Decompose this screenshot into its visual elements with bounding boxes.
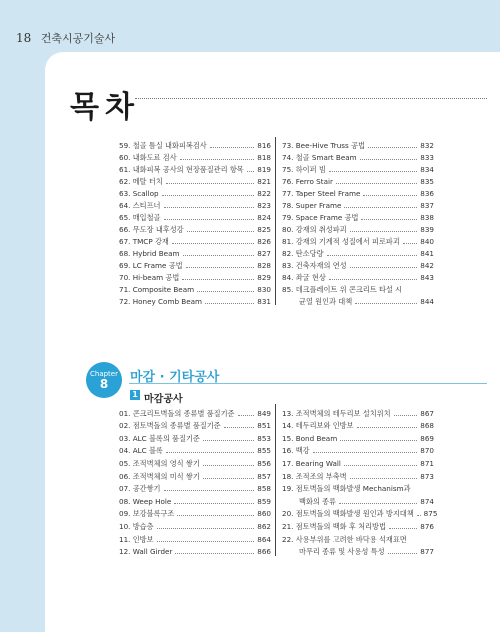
toc-leader-dots bbox=[205, 303, 254, 304]
toc-entry-page: 877 bbox=[420, 547, 434, 557]
chapter-badge bbox=[86, 362, 122, 398]
toc-entry bbox=[282, 531, 434, 544]
toc-entry-title: 마무리 종류 및 사용성 특성 bbox=[299, 547, 385, 557]
toc-leader-dots bbox=[203, 478, 255, 479]
toc-entry-title: 68. Hybrid Beam bbox=[119, 249, 180, 258]
toc-entry-title: 78. Super Frame bbox=[282, 201, 342, 210]
toc-entry-page: 874 bbox=[420, 496, 434, 506]
toc-title: 목차 bbox=[70, 90, 140, 125]
toc-entry-page: 839 bbox=[420, 225, 434, 234]
toc-entry-title: 83. 건축자재의 연성 bbox=[282, 261, 347, 270]
toc-leader-dots bbox=[164, 207, 255, 208]
toc-entry-page: 843 bbox=[420, 273, 434, 282]
toc-entry-title: 08. Weep Hole bbox=[119, 496, 172, 506]
toc-leader-dots bbox=[329, 279, 418, 280]
toc-entry bbox=[282, 443, 434, 456]
toc-entry-page: 858 bbox=[257, 484, 271, 494]
toc-entry bbox=[119, 430, 271, 443]
toc-entry bbox=[282, 506, 438, 519]
toc-entry bbox=[119, 531, 271, 544]
toc-entry bbox=[119, 418, 271, 431]
toc-entry-title: 17. Bearing Wall bbox=[282, 458, 341, 468]
toc-entry bbox=[282, 270, 434, 282]
toc-entry-page: 851 bbox=[257, 421, 271, 431]
toc-entry-page: 830 bbox=[257, 285, 271, 294]
page-number: 18 bbox=[16, 31, 32, 45]
toc-entry-title: 64. 스티프너 bbox=[119, 201, 161, 210]
toc-leader-dots bbox=[355, 303, 417, 304]
toc-leader-dots bbox=[172, 243, 254, 244]
toc-entry-page: 864 bbox=[257, 534, 271, 544]
toc-column-bottom-right bbox=[282, 405, 438, 557]
toc-entry-page: 873 bbox=[420, 471, 434, 481]
toc-leader-dots bbox=[350, 231, 418, 232]
toc-leader-dots bbox=[368, 147, 417, 148]
toc-entry-title: 01. 콘크리트벽돌의 종류별 품질기준 bbox=[119, 408, 235, 418]
toc-entry bbox=[282, 481, 434, 494]
toc-leader-dots bbox=[182, 279, 254, 280]
toc-leader-dots bbox=[174, 503, 254, 504]
toc-leader-dots bbox=[197, 291, 254, 292]
toc-entry-page: 821 bbox=[257, 177, 271, 186]
toc-entry bbox=[119, 258, 271, 270]
toc-entry bbox=[119, 150, 271, 162]
toc-title-rule bbox=[135, 98, 487, 99]
toc-leader-dots bbox=[327, 255, 418, 256]
toc-entry-title: 74. 철골 Smart Beam bbox=[282, 153, 357, 162]
toc-entry-page: 831 bbox=[257, 297, 271, 306]
toc-entry-page: 825 bbox=[257, 225, 271, 234]
toc-entry-title: 75. 하이퍼 빔 bbox=[282, 165, 326, 174]
toc-leader-dots bbox=[157, 541, 255, 542]
toc-entry-page: 822 bbox=[257, 189, 271, 198]
section-title: 마감공사 bbox=[144, 394, 183, 405]
toc-entry-title: 13. 조적벽체의 테두리보 설치위치 bbox=[282, 408, 391, 418]
toc-entry-title: 62. 메탈 터치 bbox=[119, 177, 163, 186]
toc-entry-title: 05. 조적벽체의 영식 쌓기 bbox=[119, 458, 200, 468]
toc-entry bbox=[119, 294, 271, 306]
toc-leader-dots bbox=[183, 255, 255, 256]
toc-entry-title: 04. ALC 블록 bbox=[119, 446, 163, 456]
toc-leader-dots bbox=[177, 515, 254, 516]
toc-entry bbox=[282, 455, 434, 468]
toc-column-top-right bbox=[282, 138, 434, 306]
toc-entry-page: 837 bbox=[420, 201, 434, 210]
toc-entry-title: 15. Bond Beam bbox=[282, 433, 338, 443]
toc-entry bbox=[119, 210, 271, 222]
toc-entry bbox=[119, 186, 271, 198]
toc-column-top-left bbox=[119, 138, 271, 306]
toc-entry bbox=[119, 443, 271, 456]
column-divider bbox=[275, 137, 276, 305]
toc-leader-dots bbox=[203, 440, 254, 441]
toc-entry-title: 70. Hi-beam 공법 bbox=[119, 273, 180, 282]
toc-entry bbox=[282, 198, 434, 210]
toc-entry-title: 65. 매입철골 bbox=[119, 213, 161, 222]
toc-entry bbox=[282, 418, 434, 431]
toc-entry-page: 859 bbox=[257, 496, 271, 506]
toc-leader-dots bbox=[388, 553, 418, 554]
toc-entry-title: 12. Wall Girder bbox=[119, 547, 173, 557]
toc-entry-page: 828 bbox=[257, 261, 271, 270]
toc-entry-page: 841 bbox=[420, 249, 434, 258]
toc-entry-page: 826 bbox=[257, 237, 271, 246]
toc-entry-page: 836 bbox=[420, 189, 434, 198]
toc-entry bbox=[282, 162, 434, 174]
toc-entry bbox=[119, 222, 271, 234]
toc-entry-page: 834 bbox=[420, 165, 434, 174]
toc-entry-title: 20. 점토벽돌의 백화발생 원인과 방지대책 bbox=[282, 509, 414, 519]
toc-leader-dots bbox=[403, 243, 418, 244]
toc-entry-page: 875 bbox=[423, 509, 438, 519]
toc-entry bbox=[119, 270, 271, 282]
toc-entry-title: 61. 내화피복 공사의 현장품질관리 항목 bbox=[119, 165, 244, 174]
toc-entry-title: 16. 백강 bbox=[282, 446, 310, 456]
toc-entry-title: 11. 인방보 bbox=[119, 534, 154, 544]
toc-entry bbox=[119, 468, 271, 481]
toc-entry bbox=[282, 222, 434, 234]
toc-leader-dots bbox=[389, 528, 417, 529]
toc-entry-page: 867 bbox=[420, 408, 434, 418]
toc-leader-dots bbox=[164, 219, 255, 220]
toc-leader-dots bbox=[394, 415, 418, 416]
toc-column-bottom-left bbox=[119, 405, 271, 556]
toc-entry-page: 835 bbox=[420, 177, 434, 186]
toc-entry-page: 838 bbox=[420, 213, 434, 222]
toc-entry-page: 827 bbox=[257, 249, 271, 258]
toc-leader-dots bbox=[186, 267, 255, 268]
toc-leader-dots bbox=[350, 478, 418, 479]
chapter-rule bbox=[129, 383, 487, 384]
toc-entry-title: 07. 공간쌓기 bbox=[119, 484, 161, 494]
toc-entry-title: 79. Space Frame 공법 bbox=[282, 213, 359, 222]
toc-leader-dots bbox=[238, 415, 255, 416]
toc-entry-title: 82. 탄소당량 bbox=[282, 249, 324, 258]
toc-leader-dots bbox=[350, 267, 418, 268]
toc-entry bbox=[282, 258, 434, 270]
toc-entry-title: 80. 강재의 취성파괴 bbox=[282, 225, 347, 234]
toc-entry-page: 860 bbox=[257, 509, 271, 519]
section-number-box: 1 bbox=[130, 390, 140, 400]
toc-entry-page: 876 bbox=[420, 521, 434, 531]
toc-entry bbox=[282, 518, 434, 531]
toc-entry-title: 72. Honey Comb Beam bbox=[119, 297, 203, 306]
toc-entry bbox=[282, 493, 434, 506]
toc-leader-dots bbox=[363, 195, 417, 196]
toc-leader-dots bbox=[340, 440, 417, 441]
toc-entry-title: 76. Ferro Stair bbox=[282, 177, 333, 186]
toc-entry bbox=[282, 294, 434, 306]
toc-entry-title: 59. 철골 틈실 내화피복검사 bbox=[119, 141, 207, 150]
toc-entry-page: 823 bbox=[257, 201, 271, 210]
toc-entry-title: 81. 강재의 기계적 성질에서 피로파괴 bbox=[282, 237, 400, 246]
toc-entry-title: 14. 테두리보와 인방보 bbox=[282, 421, 354, 431]
toc-entry-title: 71. Composite Beam bbox=[119, 285, 195, 294]
toc-leader-dots bbox=[339, 503, 417, 504]
toc-leader-dots bbox=[344, 465, 417, 466]
toc-entry bbox=[119, 493, 271, 506]
toc-leader-dots bbox=[360, 159, 418, 160]
toc-entry-page: 832 bbox=[420, 141, 434, 150]
toc-entry bbox=[282, 186, 434, 198]
toc-entry bbox=[119, 544, 271, 557]
column-divider bbox=[275, 404, 276, 556]
toc-leader-dots bbox=[329, 171, 418, 172]
toc-entry bbox=[282, 210, 434, 222]
toc-entry-title: 02. 점토벽돌의 종류별 품질기준 bbox=[119, 421, 221, 431]
toc-leader-dots bbox=[313, 452, 418, 453]
toc-entry-title: 균열 원인과 대책 bbox=[299, 297, 353, 306]
toc-entry-title: 06. 조적벽체의 미식 쌓기 bbox=[119, 471, 200, 481]
toc-entry-page: 871 bbox=[420, 458, 434, 468]
toc-entry-page: 816 bbox=[257, 141, 271, 150]
toc-entry-page: 840 bbox=[420, 237, 434, 246]
chapter-label: Chapter bbox=[90, 370, 118, 378]
toc-entry-title: 백화의 종류 bbox=[299, 496, 337, 506]
toc-leader-dots bbox=[247, 171, 255, 172]
toc-entry-page: 866 bbox=[257, 547, 271, 557]
toc-leader-dots bbox=[162, 195, 255, 196]
toc-leader-dots bbox=[344, 207, 417, 208]
toc-entry-page: 833 bbox=[420, 153, 434, 162]
toc-entry bbox=[282, 282, 434, 294]
toc-leader-dots bbox=[357, 427, 418, 428]
toc-leader-dots bbox=[417, 515, 421, 516]
toc-entry bbox=[282, 405, 434, 418]
toc-entry-title: 09. 보강블록구조 bbox=[119, 509, 175, 519]
toc-leader-dots bbox=[180, 159, 255, 160]
toc-entry-title: 21. 점토벽돌의 백화 후 처리방법 bbox=[282, 521, 386, 531]
toc-entry-title: 60. 내화도료 검사 bbox=[119, 153, 177, 162]
toc-entry-title: 63. Scallop bbox=[119, 189, 159, 198]
toc-entry-page: 844 bbox=[420, 297, 434, 306]
toc-leader-dots bbox=[361, 219, 417, 220]
toc-entry-title: 19. 점토벽돌의 백화발생 Mechanism과 bbox=[282, 484, 411, 494]
toc-leader-dots bbox=[157, 528, 255, 529]
toc-entry-title: 84. 좌굴 현상 bbox=[282, 273, 326, 282]
toc-entry-title: 69. LC Frame 공법 bbox=[119, 261, 183, 270]
toc-leader-dots bbox=[203, 465, 255, 466]
toc-entry bbox=[119, 138, 271, 150]
toc-entry bbox=[119, 455, 271, 468]
chapter-title: 마감 · 기타공사 bbox=[130, 370, 220, 385]
page-header bbox=[16, 30, 115, 46]
toc-entry bbox=[119, 198, 271, 210]
toc-entry-page: 819 bbox=[257, 165, 271, 174]
book-title: 건축시공기술사 bbox=[40, 32, 116, 45]
toc-entry bbox=[119, 506, 271, 519]
toc-entry-page: 842 bbox=[420, 261, 434, 270]
toc-leader-dots bbox=[336, 183, 417, 184]
toc-leader-dots bbox=[166, 452, 254, 453]
toc-leader-dots bbox=[224, 427, 255, 428]
toc-entry-title: 73. Bee-Hive Truss 공법 bbox=[282, 141, 365, 150]
toc-entry bbox=[119, 282, 271, 294]
toc-entry-page: 824 bbox=[257, 213, 271, 222]
toc-entry bbox=[119, 174, 271, 186]
toc-entry-title: 18. 조적조의 부축벽 bbox=[282, 471, 347, 481]
toc-entry-title: 22. 사용부위를 고려한 바닥용 석재표면 bbox=[282, 534, 407, 544]
toc-leader-dots bbox=[210, 147, 255, 148]
toc-entry-page: 818 bbox=[257, 153, 271, 162]
toc-entry bbox=[282, 174, 434, 186]
toc-leader-dots bbox=[164, 490, 255, 491]
toc-entry-page: 862 bbox=[257, 521, 271, 531]
toc-entry-page: 856 bbox=[257, 458, 271, 468]
toc-entry-title: 10. 방습층 bbox=[119, 521, 154, 531]
toc-leader-dots bbox=[175, 553, 254, 554]
toc-entry bbox=[282, 468, 434, 481]
toc-entry-title: 77. Taper Steel Frame bbox=[282, 189, 361, 198]
toc-entry-page: 829 bbox=[257, 273, 271, 282]
toc-entry bbox=[282, 544, 434, 557]
toc-entry bbox=[282, 246, 434, 258]
toc-entry bbox=[119, 518, 271, 531]
toc-entry-page: 870 bbox=[420, 446, 434, 456]
toc-entry bbox=[282, 234, 434, 246]
toc-entry-page: 855 bbox=[257, 446, 271, 456]
toc-entry-page: 857 bbox=[257, 471, 271, 481]
toc-leader-dots bbox=[187, 231, 255, 232]
toc-entry-title: 67. TMCP 강재 bbox=[119, 237, 169, 246]
toc-entry-title: 66. 무도장 내후성강 bbox=[119, 225, 184, 234]
chapter-number: 8 bbox=[99, 377, 109, 391]
toc-entry bbox=[119, 481, 271, 494]
toc-entry bbox=[282, 150, 434, 162]
toc-leader-dots bbox=[166, 183, 255, 184]
toc-entry-title: 03. ALC 블록의 품질기준 bbox=[119, 433, 200, 443]
toc-entry bbox=[119, 234, 271, 246]
toc-entry bbox=[282, 138, 434, 150]
toc-entry bbox=[119, 162, 271, 174]
toc-entry-page: 868 bbox=[420, 421, 434, 431]
toc-entry-page: 853 bbox=[257, 433, 271, 443]
toc-entry-title: 85. 데크플레이트 위 콘크리트 타설 시 bbox=[282, 285, 403, 294]
toc-entry bbox=[119, 405, 271, 418]
toc-entry bbox=[119, 246, 271, 258]
toc-entry-page: 869 bbox=[420, 433, 434, 443]
toc-entry bbox=[282, 430, 434, 443]
toc-entry-page: 849 bbox=[257, 408, 271, 418]
